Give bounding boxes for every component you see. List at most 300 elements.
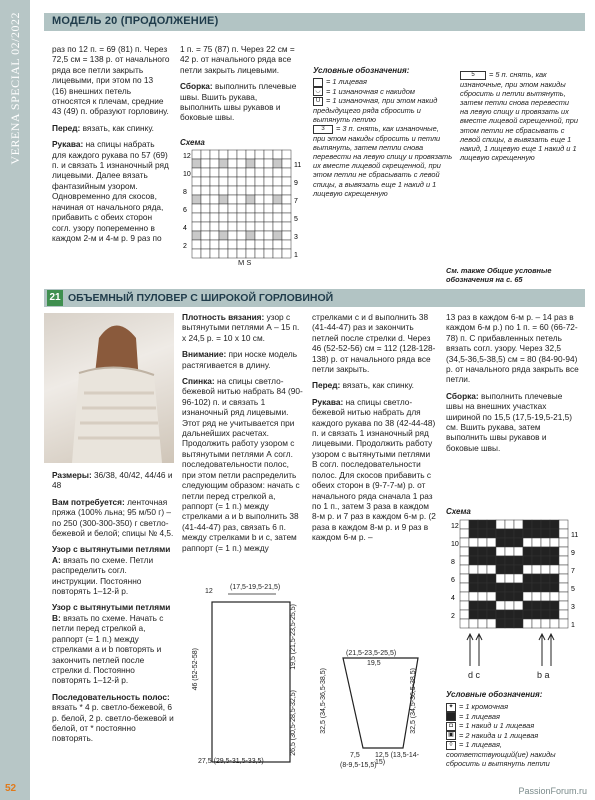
chart-cell xyxy=(532,592,541,601)
chart-cell xyxy=(496,547,505,556)
chart-cell xyxy=(541,538,550,547)
row-number-right: 5 xyxy=(571,586,575,593)
label: Спинка: xyxy=(182,376,215,387)
text: на спицы набрать для каждого рукава по 57 (69) п. и связать 1 изнаночный ряд лицевыми. Далее вязать фантазийным узором. Одновременно для скосов, начиная от начального ряда, прибавить с обеих сторон согл. узору попеременно в каждом 2-м и 4-м р. 9 раз по xyxy=(52,139,169,243)
sleeve-bottom: 7,5 xyxy=(350,752,360,759)
chart-cell xyxy=(559,529,568,538)
sleeve-bottom-2: (8-9,5-15,5) xyxy=(340,762,377,769)
chart-cell xyxy=(469,601,478,610)
chart-cell xyxy=(246,204,255,213)
chart-cell xyxy=(523,538,532,547)
section-number: 21 xyxy=(47,290,63,306)
chart-cell xyxy=(219,222,228,231)
label: Рукава: xyxy=(312,396,344,407)
model-photo xyxy=(44,313,174,463)
chart-cell xyxy=(505,565,514,574)
text: вязать по схеме. Начать с петли перед стрелкой а, раппорт (= 1 п.) между стрелками a и b повторять и закончить петлей после стрелки d. Постоянно повторять 1–12-й р. xyxy=(52,612,164,686)
chart-cell xyxy=(282,213,291,222)
chart-cell xyxy=(264,195,273,204)
paragraph xyxy=(52,544,174,596)
page-number: 52 xyxy=(5,783,17,794)
chart-cell xyxy=(219,231,228,240)
sleeve-top: (21,5-23,5-25,5) xyxy=(346,650,397,657)
chart-cell xyxy=(487,619,496,628)
magazine-title: VERENA SPECIAL 02/2022 xyxy=(8,12,22,165)
chart-cell xyxy=(505,619,514,628)
chart-cell xyxy=(246,222,255,231)
section21-stitch-chart xyxy=(446,516,586,686)
chart-cell xyxy=(469,520,478,529)
row-number-right: 9 xyxy=(294,180,298,187)
chart-cell xyxy=(264,186,273,195)
dim-bottom: 27,5 (29,5-31,5-33,5) xyxy=(198,758,264,765)
chart-cell xyxy=(559,556,568,565)
text: ленточная пряжа (100% льна; 95 м/50 г) – по 250 (300-300-350) г светло-бежевой и белой; спицы № 4,5. xyxy=(52,496,174,539)
chart-cell xyxy=(469,592,478,601)
text: вязать, как спинку. xyxy=(80,122,154,133)
sleeve-bottom-3: 12,5 (13,5-14-15) xyxy=(375,752,419,766)
chart-cell xyxy=(532,556,541,565)
chart-cell xyxy=(192,186,201,195)
section-title: ОБЪЕМНЫЙ ПУЛОВЕР С ШИРОКОЙ ГОРЛОВИНОЙ xyxy=(68,292,334,304)
chart-arrow xyxy=(539,634,545,666)
chart-cell xyxy=(210,177,219,186)
legend-item xyxy=(313,96,453,124)
chart-cell xyxy=(264,249,273,258)
chart-cell xyxy=(460,583,469,592)
paragraph xyxy=(52,123,170,133)
chart-cell xyxy=(246,168,255,177)
label: Плотность вязания: xyxy=(182,312,265,322)
chart-cell xyxy=(192,150,201,159)
chart-cell xyxy=(523,556,532,565)
chart-cell xyxy=(487,520,496,529)
chart-cell xyxy=(532,538,541,547)
chart-cell xyxy=(523,610,532,619)
label: Узор с вытянутыми петлями В: xyxy=(52,602,171,623)
text: на спицы светло-бежевой нитью набрать 84 (90-96-102) п. и связать 1 изнаночный ряд лицевыми. Этот ряд не учитывается при дальнейших расчетах. Продолжить работу узором с вытянутыми петлями А согл. последовательности полос, при этом петли распределить следующим образом: начать с петли перед стрелкой a, раппорт (= 1 п.) между стрелками a и b выполнить 38 (41-44-47) раз, связать 6 п. между стрелками b и c, затем раппорт (= 1 п.) между xyxy=(182,376,303,553)
chart-cell xyxy=(478,556,487,565)
chart-arrow xyxy=(476,634,482,666)
chart-cell xyxy=(550,529,559,538)
chart-cell xyxy=(255,177,264,186)
chart-cell xyxy=(255,150,264,159)
chart-cell xyxy=(460,610,469,619)
paragraph: стрелками c и d выполнить 38 (41-44-47) раз и закончить петлей после стрелки d. Через 46 (52-52-56) см = 112 (128-128-138) р. от начального ряда все петли закрыть. xyxy=(312,312,436,375)
row-number-left: 8 xyxy=(183,189,187,196)
sleeve-height: 32,5 (34,5-36,5-38,5) xyxy=(320,668,327,734)
chart-cell xyxy=(237,195,246,204)
chart-cell xyxy=(559,538,568,547)
chart-cell xyxy=(228,177,237,186)
chart-cell xyxy=(514,583,523,592)
chart-cell xyxy=(460,538,469,547)
chart-cell xyxy=(192,213,201,222)
chart-cell xyxy=(228,159,237,168)
chart-cell xyxy=(219,249,228,258)
chart-cell xyxy=(514,565,523,574)
chart-cell xyxy=(514,610,523,619)
text: узор с вытянутыми петлями А – 15 п. х 24,5 р. = 10 х 10 см. xyxy=(182,312,300,343)
legend-item xyxy=(446,721,586,731)
chart-cell xyxy=(496,592,505,601)
chart-cell xyxy=(228,150,237,159)
chart-cell xyxy=(246,240,255,249)
chart-cell xyxy=(550,583,559,592)
chart-cell xyxy=(282,231,291,240)
chart-cell xyxy=(210,231,219,240)
model20-stitch-chart xyxy=(180,146,320,271)
legend-title: Условные обозначения: xyxy=(313,66,410,75)
chart-cell xyxy=(469,529,478,538)
chart-cell xyxy=(505,601,514,610)
chart-cell xyxy=(192,249,201,258)
chart-cell xyxy=(282,150,291,159)
chart-cell xyxy=(192,222,201,231)
chart-cell xyxy=(219,168,228,177)
chart-cell xyxy=(523,547,532,556)
chart-cell xyxy=(228,186,237,195)
chart-cell xyxy=(210,159,219,168)
chart-cell xyxy=(192,204,201,213)
chart-cell xyxy=(541,547,550,556)
section21-col4 xyxy=(446,312,580,459)
chart-cell xyxy=(559,619,568,628)
sleeve-top-2: 19,5 xyxy=(367,660,381,667)
chart-cell xyxy=(469,547,478,556)
chart-cell xyxy=(201,249,210,258)
chart-arrow xyxy=(548,634,554,666)
chart-cell xyxy=(192,195,201,204)
row-number-left: 12 xyxy=(183,153,191,160)
chart-cell xyxy=(541,619,550,628)
chart-cell xyxy=(273,177,282,186)
chart-cell xyxy=(469,610,478,619)
chart-cell xyxy=(255,231,264,240)
legend-item xyxy=(446,712,586,722)
chart-cell xyxy=(487,556,496,565)
chart-cell xyxy=(273,222,282,231)
chart-cell xyxy=(496,565,505,574)
label: Сборка: xyxy=(180,81,213,92)
chart-cell xyxy=(201,168,210,177)
row-number-right: 3 xyxy=(571,604,575,611)
model20-col1 xyxy=(52,44,170,249)
chart-cell xyxy=(210,213,219,222)
chart-cell xyxy=(219,213,228,222)
chart-cell xyxy=(478,619,487,628)
text: выполнить плечевые швы. Вшить рукава, выполнить швы рукавов и боковые швы. xyxy=(180,81,297,123)
legend-text: = 1 накид и 1 лицевая xyxy=(459,721,535,731)
chart-cell xyxy=(219,195,228,204)
chart-cell xyxy=(282,249,291,258)
chart-cell xyxy=(219,240,228,249)
chart-cell xyxy=(282,186,291,195)
chart-cell xyxy=(219,204,228,213)
chart-cell xyxy=(255,222,264,231)
label: Сборка: xyxy=(446,390,479,401)
chart-cell xyxy=(487,601,496,610)
legend-item xyxy=(313,77,453,87)
chart-cell xyxy=(514,529,523,538)
chart-cell xyxy=(228,168,237,177)
chart-cell xyxy=(559,574,568,583)
chart-cell xyxy=(514,601,523,610)
label: Перед: xyxy=(312,380,341,391)
chart-cell xyxy=(264,168,273,177)
chart-cell xyxy=(264,159,273,168)
chart-cell xyxy=(282,222,291,231)
chart-cell xyxy=(460,565,469,574)
chart-cell xyxy=(541,610,550,619)
chart-cell xyxy=(487,583,496,592)
chart-cell xyxy=(559,592,568,601)
legend-text: = 1 изнаночная, при этом накид предыдущего ряда сбросить и вытянуть петлю xyxy=(313,96,438,124)
chart-arrow xyxy=(467,634,473,666)
chart-cell xyxy=(264,240,273,249)
legend-text: = 1 лицевая xyxy=(326,77,367,86)
chart-cell xyxy=(192,168,201,177)
chart-cell xyxy=(514,619,523,628)
chart-cell xyxy=(210,204,219,213)
row-number-right: 1 xyxy=(571,622,575,629)
chart-cell xyxy=(559,547,568,556)
chart-cell xyxy=(550,547,559,556)
magazine-sidebar xyxy=(0,0,30,800)
chart-cell xyxy=(541,574,550,583)
chart-cell xyxy=(469,583,478,592)
chart-cell xyxy=(210,195,219,204)
chart-cell xyxy=(496,601,505,610)
chart-cell xyxy=(219,177,228,186)
knit-symbol-icon xyxy=(446,712,456,721)
text: выполнить плечевые швы на внешних участках шириной по 15,5 (17,5-19,5-21,5) см. Вшить рукава, затем выполнить швы рукавов и боковые швы. xyxy=(446,390,573,453)
arrow-label-ba: b a xyxy=(537,670,550,680)
chart-cell xyxy=(469,538,478,547)
chart-cell xyxy=(273,195,282,204)
chart-cell xyxy=(282,204,291,213)
chart-cell xyxy=(237,186,246,195)
chart-cell xyxy=(478,529,487,538)
double-yo-knit-symbol-icon: ▣ xyxy=(446,731,456,740)
paragraph xyxy=(182,376,304,553)
row-number-left: 10 xyxy=(451,541,459,548)
chart-cell xyxy=(487,592,496,601)
chart-cell xyxy=(505,610,514,619)
row-number-left: 4 xyxy=(183,225,187,232)
text: 36/38, 40/42, 44/46 и 48 xyxy=(52,470,173,491)
legend-item xyxy=(313,124,453,198)
sleeve-height-2: 32,5 (34,5-36,5-38,5) xyxy=(410,668,417,734)
chart-cell xyxy=(550,601,559,610)
chart-cell xyxy=(246,150,255,159)
text: вязать, как спинку. xyxy=(340,380,414,391)
chart-cell xyxy=(496,538,505,547)
row-number-right: 5 xyxy=(294,216,298,223)
chart-cell xyxy=(228,249,237,258)
chart-cell xyxy=(273,159,282,168)
chart-cell xyxy=(255,213,264,222)
chart-cell xyxy=(228,222,237,231)
chart-cell xyxy=(541,583,550,592)
chart-cell xyxy=(237,222,246,231)
chart-cell xyxy=(264,150,273,159)
chart-cell xyxy=(237,231,246,240)
chart-cell xyxy=(505,592,514,601)
chart-cell xyxy=(469,556,478,565)
row-number-left: 6 xyxy=(183,207,187,214)
label: Рукава: xyxy=(52,139,84,150)
text: вязать по схеме. Петли распределить согл. инструкции. Постоянно повторять 1–12-й р. xyxy=(52,554,154,597)
chart-cell xyxy=(523,565,532,574)
arrow-label-dc: d c xyxy=(468,670,481,680)
paragraph xyxy=(180,81,298,123)
watermark: PassionForum.ru xyxy=(518,786,587,796)
legend-item xyxy=(446,731,586,741)
chart-cell xyxy=(237,168,246,177)
row-number-right: 7 xyxy=(294,198,298,205)
chart-cell xyxy=(255,168,264,177)
chart-cell xyxy=(210,150,219,159)
chart-cell xyxy=(541,520,550,529)
chart-cell xyxy=(496,583,505,592)
text: на спицы светло-бежевой нитью набрать для каждого рукава по 38 (42-44-48) п. и связать 1 изнаночный ряд лицевыми. Продолжить работу узором с вытянутыми петлями В согл. последовательности полос. Для скосов прибавить с обеих сторон в (9-7-7-м) р. от начального ряда сначала 1 раз по 1 п., затем 3 раза в каждом 8-м р. и 7 раз в каждом 6-м р. (2 раза в каждом 8-м р. и 9 раз в каждом 6-м р. – xyxy=(312,396,436,543)
chart-cell xyxy=(478,610,487,619)
chart-cell xyxy=(505,583,514,592)
chart-cell xyxy=(273,249,282,258)
chart-cell xyxy=(246,195,255,204)
chart-cell xyxy=(210,186,219,195)
chart-cell xyxy=(523,529,532,538)
legend-text: = 1 лицевая xyxy=(459,711,500,721)
label: Внимание: xyxy=(182,349,227,360)
chart-cell xyxy=(496,619,505,628)
chart-cell xyxy=(246,231,255,240)
chart-cell xyxy=(514,520,523,529)
chart-cell xyxy=(201,195,210,204)
dim-top-mid: (17,5-19,5-21,5) xyxy=(230,584,281,591)
chart-cell xyxy=(228,213,237,222)
row-number-right: 11 xyxy=(294,162,302,169)
chart-cell xyxy=(532,583,541,592)
chart-cell xyxy=(523,574,532,583)
chart-cell xyxy=(255,240,264,249)
row-number-right: 9 xyxy=(571,550,575,557)
row-number-right: 3 xyxy=(294,234,298,241)
chart-cell xyxy=(478,547,487,556)
chart-cell xyxy=(478,520,487,529)
paragraph xyxy=(52,139,170,243)
chart-cell xyxy=(505,574,514,583)
chart-cell xyxy=(460,529,469,538)
chart-cell xyxy=(487,547,496,556)
chart-cell xyxy=(237,204,246,213)
section21-col3 xyxy=(312,312,436,549)
chart-cell xyxy=(496,520,505,529)
drop-loop-symbol-icon: ◊ xyxy=(446,741,456,750)
chart-cell xyxy=(532,529,541,538)
chart-cell xyxy=(255,159,264,168)
chart-cell xyxy=(559,565,568,574)
legend-title: Условные обозначения: xyxy=(446,690,543,699)
chart-cell xyxy=(255,195,264,204)
chart-cell xyxy=(246,159,255,168)
chart-cell xyxy=(237,213,246,222)
chart-cell xyxy=(487,574,496,583)
chart-cell xyxy=(541,601,550,610)
chart-cell xyxy=(219,159,228,168)
chart-cell xyxy=(496,610,505,619)
chart-cell xyxy=(228,231,237,240)
chart-cell xyxy=(273,168,282,177)
chart-cell xyxy=(532,601,541,610)
chart-cell xyxy=(219,186,228,195)
chart-cell xyxy=(246,213,255,222)
chart-cell xyxy=(237,249,246,258)
chart-cell xyxy=(532,565,541,574)
paragraph: раз по 12 п. = 69 (81) п. Через 72,5 см = 138 р. от начального ряда все петли закрыть лицевыми, при этом по 13 (16) внешних петель относятся к плечам, средние 43 (49) п. образуют горловину. xyxy=(52,44,170,117)
chart-cell xyxy=(460,619,469,628)
legend-item xyxy=(446,702,586,712)
chart-cell xyxy=(264,177,273,186)
chart-cell xyxy=(201,213,210,222)
schema-ms-label: М S xyxy=(238,258,252,267)
chart-cell xyxy=(273,240,282,249)
chart-cell xyxy=(469,619,478,628)
label: Вам потребуется: xyxy=(52,496,125,507)
chart-cell xyxy=(532,520,541,529)
chart-cell xyxy=(514,556,523,565)
dim-height: 46 (52-52-58) xyxy=(192,648,199,691)
chart-cell xyxy=(460,556,469,565)
row-number-left: 12 xyxy=(451,523,459,530)
chart-cell xyxy=(192,159,201,168)
chart-cell xyxy=(282,177,291,186)
model20-legend-2 xyxy=(460,70,578,162)
chart-cell xyxy=(201,159,210,168)
chart-cell xyxy=(282,168,291,177)
chart-cell xyxy=(201,231,210,240)
chart-cell xyxy=(273,231,282,240)
chart-cell xyxy=(210,168,219,177)
row-number-left: 2 xyxy=(451,613,455,620)
chart-cell xyxy=(514,547,523,556)
label: Узор с вытянутыми петлями А: xyxy=(52,544,171,565)
chart-cell xyxy=(460,592,469,601)
row-number-left: 8 xyxy=(451,559,455,566)
chart-cell xyxy=(487,610,496,619)
chart-cell xyxy=(496,529,505,538)
chart-cell xyxy=(523,619,532,628)
chart-cell xyxy=(460,520,469,529)
dim-right-side: 19,5 (21,5-23,5-25,5) xyxy=(290,604,297,670)
chart-cell xyxy=(550,592,559,601)
chart-cell xyxy=(478,601,487,610)
chart-cell xyxy=(496,556,505,565)
section21-col1 xyxy=(52,470,174,750)
see-also-note: См. также Общие условные обозначения на с. 65 xyxy=(446,266,552,285)
chart-cell xyxy=(550,574,559,583)
legend-text: = 3 п. снять, как изнаночные, при этом накиды сбросить и петли вытянуть, затем петли снова перевести на левую спицу и провязать их вместе лицевой скрещенной, при этом петли не сбрасывать с левой спицы, а вывязать еще 1 накид и 1 лицевую скрещенную xyxy=(313,124,453,198)
chart-cell xyxy=(478,565,487,574)
legend-text: = 1 лицевая, соответствующий(ие) накиды сбросить и вытянуть петли xyxy=(446,740,556,768)
row-number-left: 4 xyxy=(451,595,455,602)
chart-cell xyxy=(228,195,237,204)
schema-label: Схема xyxy=(180,138,205,147)
chart-cell xyxy=(505,529,514,538)
chart-cell xyxy=(201,150,210,159)
chart-cell xyxy=(237,150,246,159)
